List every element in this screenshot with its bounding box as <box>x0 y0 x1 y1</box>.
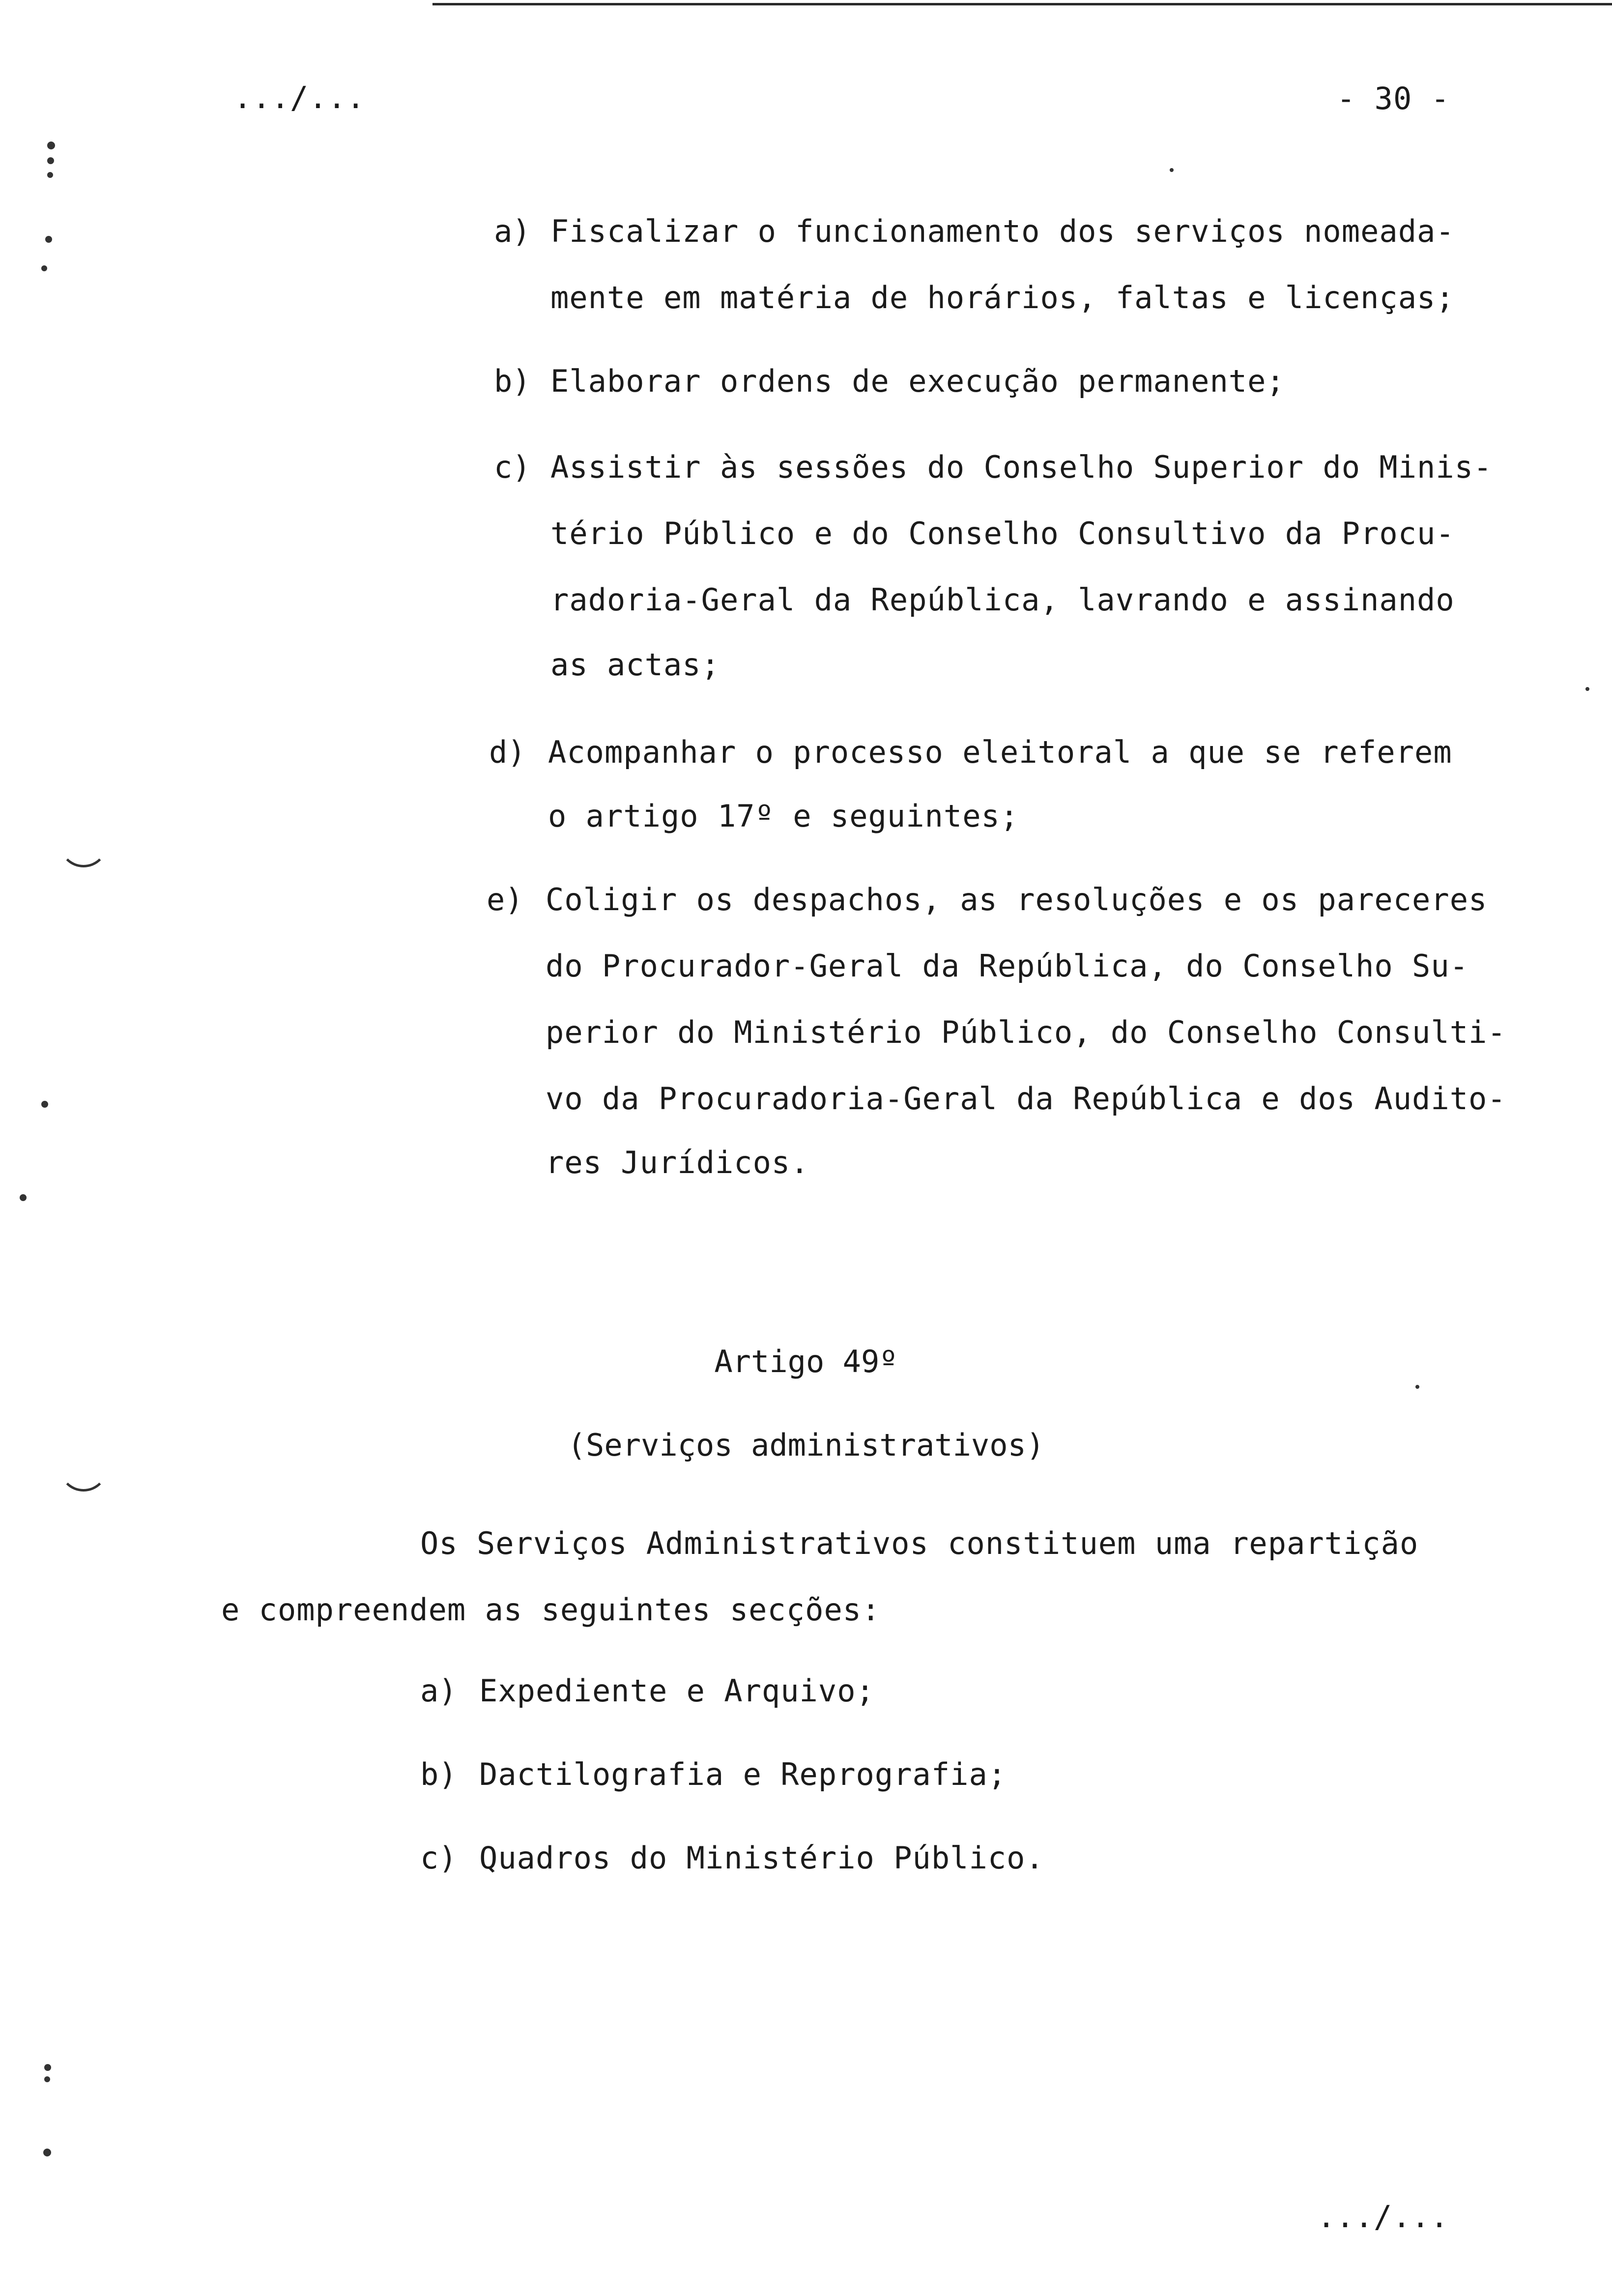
scan-mark <box>59 835 108 867</box>
scan-mark <box>59 1464 108 1492</box>
item-label: c) <box>494 449 531 485</box>
continuation-top: .../... <box>233 80 366 115</box>
item-line: mente em matéria de horários, faltas e licenças; <box>550 280 1455 316</box>
scan-speck <box>45 236 52 243</box>
item-line: do Procurador-Geral da República, do Conselho Su- <box>546 948 1469 984</box>
scan-speck <box>1415 1385 1419 1389</box>
scan-speck <box>44 2064 51 2071</box>
item-label: b) <box>494 363 531 399</box>
item-line: Assistir às sessões do Conselho Superior do Minis- <box>550 449 1493 485</box>
item-label: d) <box>489 734 526 770</box>
section-label: c) <box>420 1840 457 1876</box>
scan-speck <box>44 2076 50 2082</box>
scan-speck <box>41 265 47 271</box>
intro-line: Os Serviços Administrativos constituem uma repartição <box>420 1525 1419 1561</box>
scan-speck <box>47 172 53 178</box>
scan-speck <box>41 1101 48 1108</box>
top-rule <box>432 3 1612 5</box>
scan-speck <box>1585 687 1589 691</box>
continuation-bottom: .../... <box>1317 2199 1449 2235</box>
item-line: Fiscalizar o funcionamento dos serviços nomeada- <box>550 213 1455 249</box>
section-text: Quadros do Ministério Público. <box>479 1840 1044 1876</box>
item-line: tério Público e do Conselho Consultivo da Procu- <box>550 516 1455 551</box>
item-line: o artigo 17º e seguintes; <box>548 798 1019 834</box>
item-line: vo da Procuradoria-Geral da República e dos Audito- <box>546 1081 1506 1117</box>
item-line: perior do Ministério Público, do Conselho Consulti- <box>546 1014 1506 1050</box>
item-label: a) <box>494 213 531 249</box>
intro-line: e compreendem as seguintes secções: <box>221 1592 881 1628</box>
section-text: Expediente e Arquivo; <box>479 1673 875 1709</box>
item-line: radoria-Geral da República, lavrando e assinando <box>550 582 1455 618</box>
scan-speck <box>20 1194 27 1201</box>
section-label: b) <box>420 1756 457 1792</box>
item-label: e) <box>487 882 523 918</box>
scan-speck <box>43 2149 51 2156</box>
page-number: - 30 - <box>1337 81 1450 116</box>
scan-speck <box>47 157 54 164</box>
section-label: a) <box>420 1673 457 1709</box>
item-line: Acompanhar o processo eleitoral a que se referem <box>548 734 1452 770</box>
item-line: Coligir os despachos, as resoluções e os pareceres <box>546 882 1488 918</box>
item-line: res Jurídicos. <box>546 1145 809 1180</box>
scan-speck <box>47 142 55 149</box>
article-heading: Artigo 49º <box>714 1344 898 1379</box>
item-line: as actas; <box>550 647 720 683</box>
section-text: Dactilografia e Reprografia; <box>479 1756 1007 1792</box>
article-subtitle: (Serviços administrativos) <box>567 1427 1045 1463</box>
scan-speck <box>1170 168 1174 172</box>
item-line: Elaborar ordens de execução permanente; <box>550 363 1285 399</box>
